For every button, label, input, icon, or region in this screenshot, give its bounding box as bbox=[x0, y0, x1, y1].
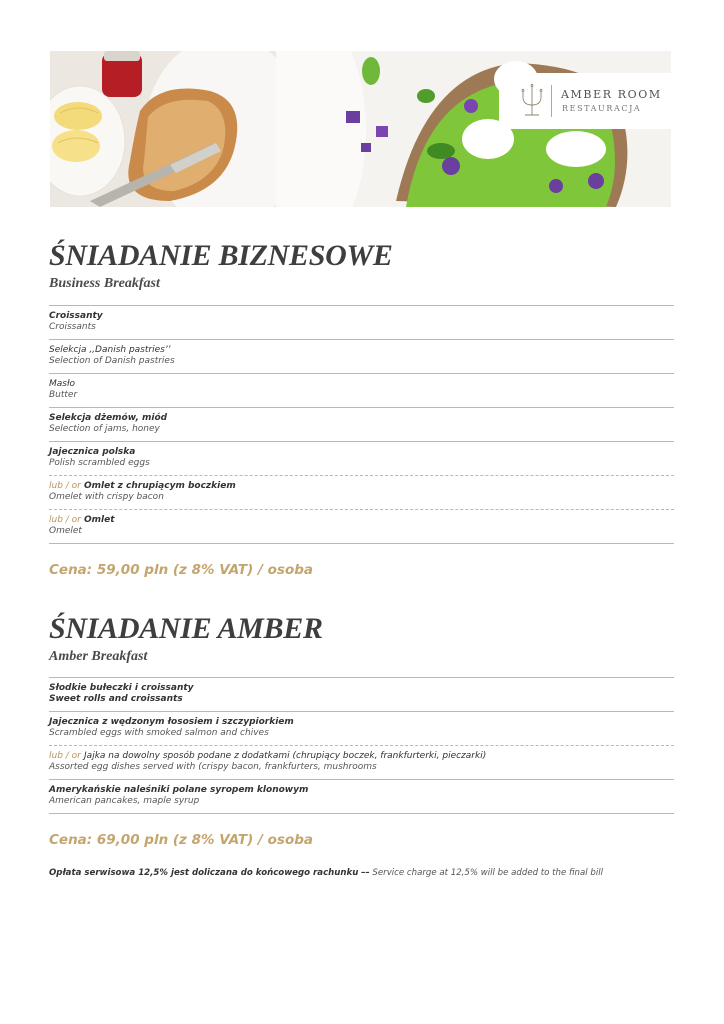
menu-item-pl: Croissanty bbox=[49, 311, 103, 321]
menu-item-pl: Omlet z chrupiącym boczkiem bbox=[84, 481, 236, 491]
note-dash: –– bbox=[361, 868, 370, 878]
menu-item-pl: Jajecznica polska bbox=[49, 447, 136, 457]
breakfast-photo-eggs bbox=[276, 51, 671, 207]
menu-item-en: Croissants bbox=[49, 322, 96, 332]
menu-item-pl: Jajka na dowolny sposób podane z dodatkami (chrupiący boczek, frankfurterki, pieczarki) bbox=[84, 751, 487, 761]
menu-item bbox=[49, 509, 674, 543]
logo-divider bbox=[551, 85, 552, 117]
menu-item-en: Polish scrambled eggs bbox=[49, 458, 150, 468]
menu-item bbox=[49, 677, 674, 711]
breakfast-photo-toast bbox=[50, 51, 276, 207]
logo bbox=[499, 73, 671, 129]
section-title-amber: ŚNIADANIE AMBER bbox=[49, 612, 323, 645]
service-charge-pl: Opłata serwisowa 12,5% jest doliczana do końcowego rachunku bbox=[49, 868, 359, 878]
logo-name: AMBER ROOM bbox=[561, 88, 662, 101]
menu-item bbox=[49, 441, 674, 475]
menu-item-en: Omelet bbox=[49, 526, 82, 536]
divider bbox=[49, 543, 674, 544]
menu-item-en: Scrambled eggs with smoked salmon and chives bbox=[49, 728, 269, 738]
divider bbox=[49, 813, 674, 814]
menu-item-en: American pancakes, maple syrup bbox=[49, 796, 200, 806]
menu-item-pl: Jajecznica z wędzonym łososiem i szczypiorkiem bbox=[49, 717, 294, 727]
menu-item-pl: Selekcja ,,Danish pastries’’ bbox=[49, 345, 171, 355]
menu-item-pl: Amerykańskie naleśniki polane syropem klonowym bbox=[49, 785, 309, 795]
or-prefix: lub / or bbox=[49, 481, 81, 491]
menu-item bbox=[49, 373, 674, 407]
menu-item-pl: Selekcja dżemów, miód bbox=[49, 413, 168, 423]
menu-item-en: Omelet with crispy bacon bbox=[49, 492, 164, 502]
section-title-business: ŚNIADANIE BIZNESOWE bbox=[49, 239, 393, 272]
menu-item-en: Butter bbox=[49, 390, 78, 400]
menu-item-pl: Omlet bbox=[84, 515, 115, 525]
menu-item bbox=[49, 711, 674, 745]
header-banner bbox=[50, 51, 671, 207]
menu-item bbox=[49, 745, 674, 779]
or-prefix: lub / or bbox=[49, 751, 81, 761]
menu-item-en: Selection of Danish pastries bbox=[49, 356, 175, 366]
menu-item bbox=[49, 475, 674, 509]
or-prefix: lub / or bbox=[49, 515, 81, 525]
menu-item bbox=[49, 305, 674, 339]
price-business: Cena: 59,00 pln (z 8% VAT) / osoba bbox=[49, 562, 313, 578]
menu-item-en: Selection of jams, honey bbox=[49, 424, 160, 434]
menu-item-en: Sweet rolls and croissants bbox=[49, 694, 183, 704]
menu-item-pl: Masło bbox=[49, 379, 76, 389]
menu-list-amber bbox=[49, 677, 674, 814]
menu-item bbox=[49, 339, 674, 373]
candelabra-icon bbox=[519, 83, 545, 119]
menu-item-pl: Słodkie bułeczki i croissanty bbox=[49, 683, 194, 693]
menu-item bbox=[49, 779, 674, 813]
price-amber: Cena: 69,00 pln (z 8% VAT) / osoba bbox=[49, 832, 313, 848]
section-subtitle-amber: Amber Breakfast bbox=[49, 649, 148, 664]
menu-list-business bbox=[49, 305, 674, 544]
logo-subtitle: RESTAURACJA bbox=[562, 104, 642, 113]
service-charge-en: Service charge at 12,5% will be added to the final bill bbox=[372, 868, 604, 878]
menu-item-en: Assorted egg dishes served with (crispy bacon, frankfurters, mushrooms bbox=[49, 762, 377, 772]
section-subtitle-business: Business Breakfast bbox=[49, 276, 160, 291]
menu-item bbox=[49, 407, 674, 441]
service-charge-note bbox=[49, 868, 603, 878]
